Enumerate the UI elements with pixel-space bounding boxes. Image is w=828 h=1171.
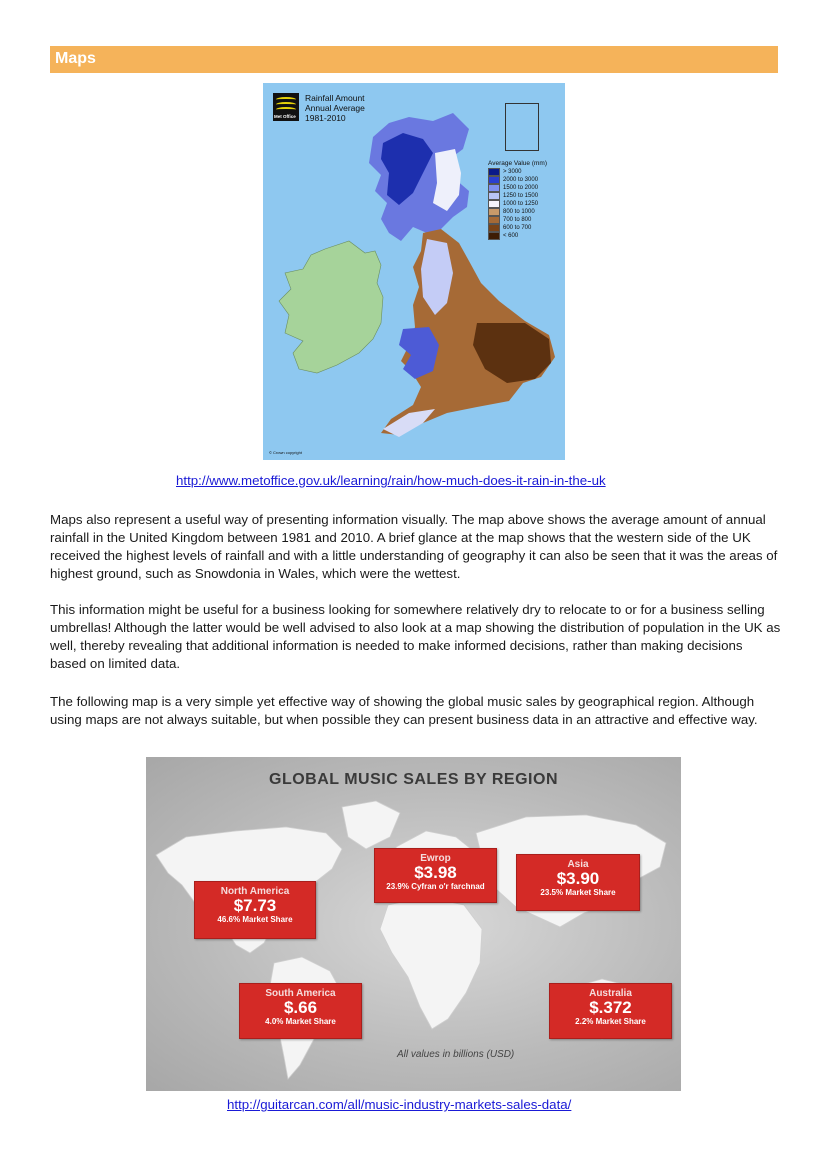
rain-map-title-line: 1981-2010 <box>305 113 346 123</box>
region-share: 4.0% Market Share <box>265 1017 336 1026</box>
metoffice-logo-text: Met Office <box>274 114 296 119</box>
region-name: North America <box>220 886 290 897</box>
region-share: 23.5% Market Share <box>540 888 616 897</box>
legend-label: 600 to 700 <box>503 225 532 231</box>
rain-map-title-line: Annual Average <box>305 103 365 113</box>
region-value: $.66 <box>283 998 318 1017</box>
legend-swatch <box>488 216 500 224</box>
music-map-title: GLOBAL MUSIC SALES BY REGION <box>269 771 558 788</box>
ireland-shape <box>279 241 383 373</box>
region-share: 46.6% Market Share <box>217 915 293 924</box>
region-share: 23.9% Cyfran o'r farchnad <box>386 882 485 891</box>
region-box-north-america <box>194 881 316 939</box>
legend-swatch <box>488 224 500 232</box>
region-name: Australia <box>589 988 632 999</box>
metoffice-link[interactable]: http://www.metoffice.gov.uk/learning/rain/how-much-does-it-rain-in-the-uk <box>176 473 606 488</box>
region-name: South America <box>265 988 336 999</box>
region-box-australia <box>549 983 672 1039</box>
legend-label: < 600 <box>503 233 519 239</box>
music-sales-map <box>146 757 681 1091</box>
legend-swatch <box>488 176 500 184</box>
paragraph-3: The following map is a very simple yet effective way of showing the global music sales by geographical region. Although using maps are not always suitable, but when possible they can present business data in an attractive and effective way. <box>50 694 758 727</box>
legend-swatch <box>488 184 500 192</box>
legend-item <box>488 168 522 176</box>
legend-label: 700 to 800 <box>503 217 532 223</box>
legend-item <box>488 216 531 224</box>
legend-title: Average Value (mm) <box>488 160 548 167</box>
legend-swatch <box>488 168 500 176</box>
rain-map-title-line: Rainfall Amount <box>305 93 365 103</box>
legend-item <box>488 224 531 232</box>
region-value: $.372 <box>589 998 632 1017</box>
legend-label: 1500 to 2000 <box>503 185 539 191</box>
legend-item <box>488 176 538 184</box>
legend-label: 800 to 1000 <box>503 209 535 215</box>
region-share: 2.2% Market Share <box>575 1017 646 1026</box>
region-value: $3.98 <box>414 863 457 882</box>
paragraph-1: Maps also represent a useful way of presenting information visually. The map above shows the average amount of annual rainfall in the United Kingdom between 1981 and 2010. A brief glance at the map shows that the western side of the UK received the highest levels of rainfall and with a little understanding of geography it can also be seen that it was the areas of highest ground, such as Snowdonia in Wales, which were the wettest. <box>50 512 778 581</box>
guitarcan-link[interactable]: http://guitarcan.com/all/music-industry-markets-sales-data/ <box>227 1097 572 1112</box>
shetland-inset <box>505 103 539 151</box>
metoffice-logo <box>273 93 299 121</box>
legend-item <box>488 208 535 216</box>
region-name: Asia <box>567 859 589 870</box>
legend-swatch <box>488 200 500 208</box>
music-map-note: All values in billions (USD) <box>397 1049 515 1060</box>
legend-label: 1000 to 1250 <box>503 201 539 207</box>
paragraph-2: This information might be useful for a business looking for somewhere relatively dry to relocate to or for a business selling umbrellas! Although the latter would be well advised to also look at a map showing the distribution of population in the UK as well, thereby revealing that additional information is needed to make informed decisions, rather than making decisions based on limited data. <box>50 602 781 671</box>
legend-item <box>488 232 518 240</box>
region-value: $3.90 <box>556 869 600 888</box>
legend-swatch <box>488 232 500 240</box>
legend-item <box>488 184 538 192</box>
region-value: $7.73 <box>233 896 277 915</box>
legend-label: 2000 to 3000 <box>503 177 539 183</box>
greenland-shape <box>342 801 400 849</box>
legend-item <box>488 200 538 208</box>
region-box-south-america <box>239 983 362 1039</box>
region-box-europe <box>374 848 497 903</box>
legend-swatch <box>488 192 500 200</box>
region-name: Ewrop <box>420 853 451 864</box>
legend-swatch <box>488 208 500 216</box>
rain-map-title <box>305 93 365 123</box>
africa-shape <box>380 897 482 1029</box>
legend-label: > 3000 <box>503 169 522 175</box>
legend-label: 1250 to 1500 <box>503 193 539 199</box>
legend-item <box>488 192 538 200</box>
section-header <box>50 46 778 73</box>
copyright-text: © Crown copyright <box>269 450 302 455</box>
section-title: Maps <box>55 50 96 67</box>
region-box-asia <box>516 854 640 911</box>
rainfall-map <box>263 83 565 460</box>
